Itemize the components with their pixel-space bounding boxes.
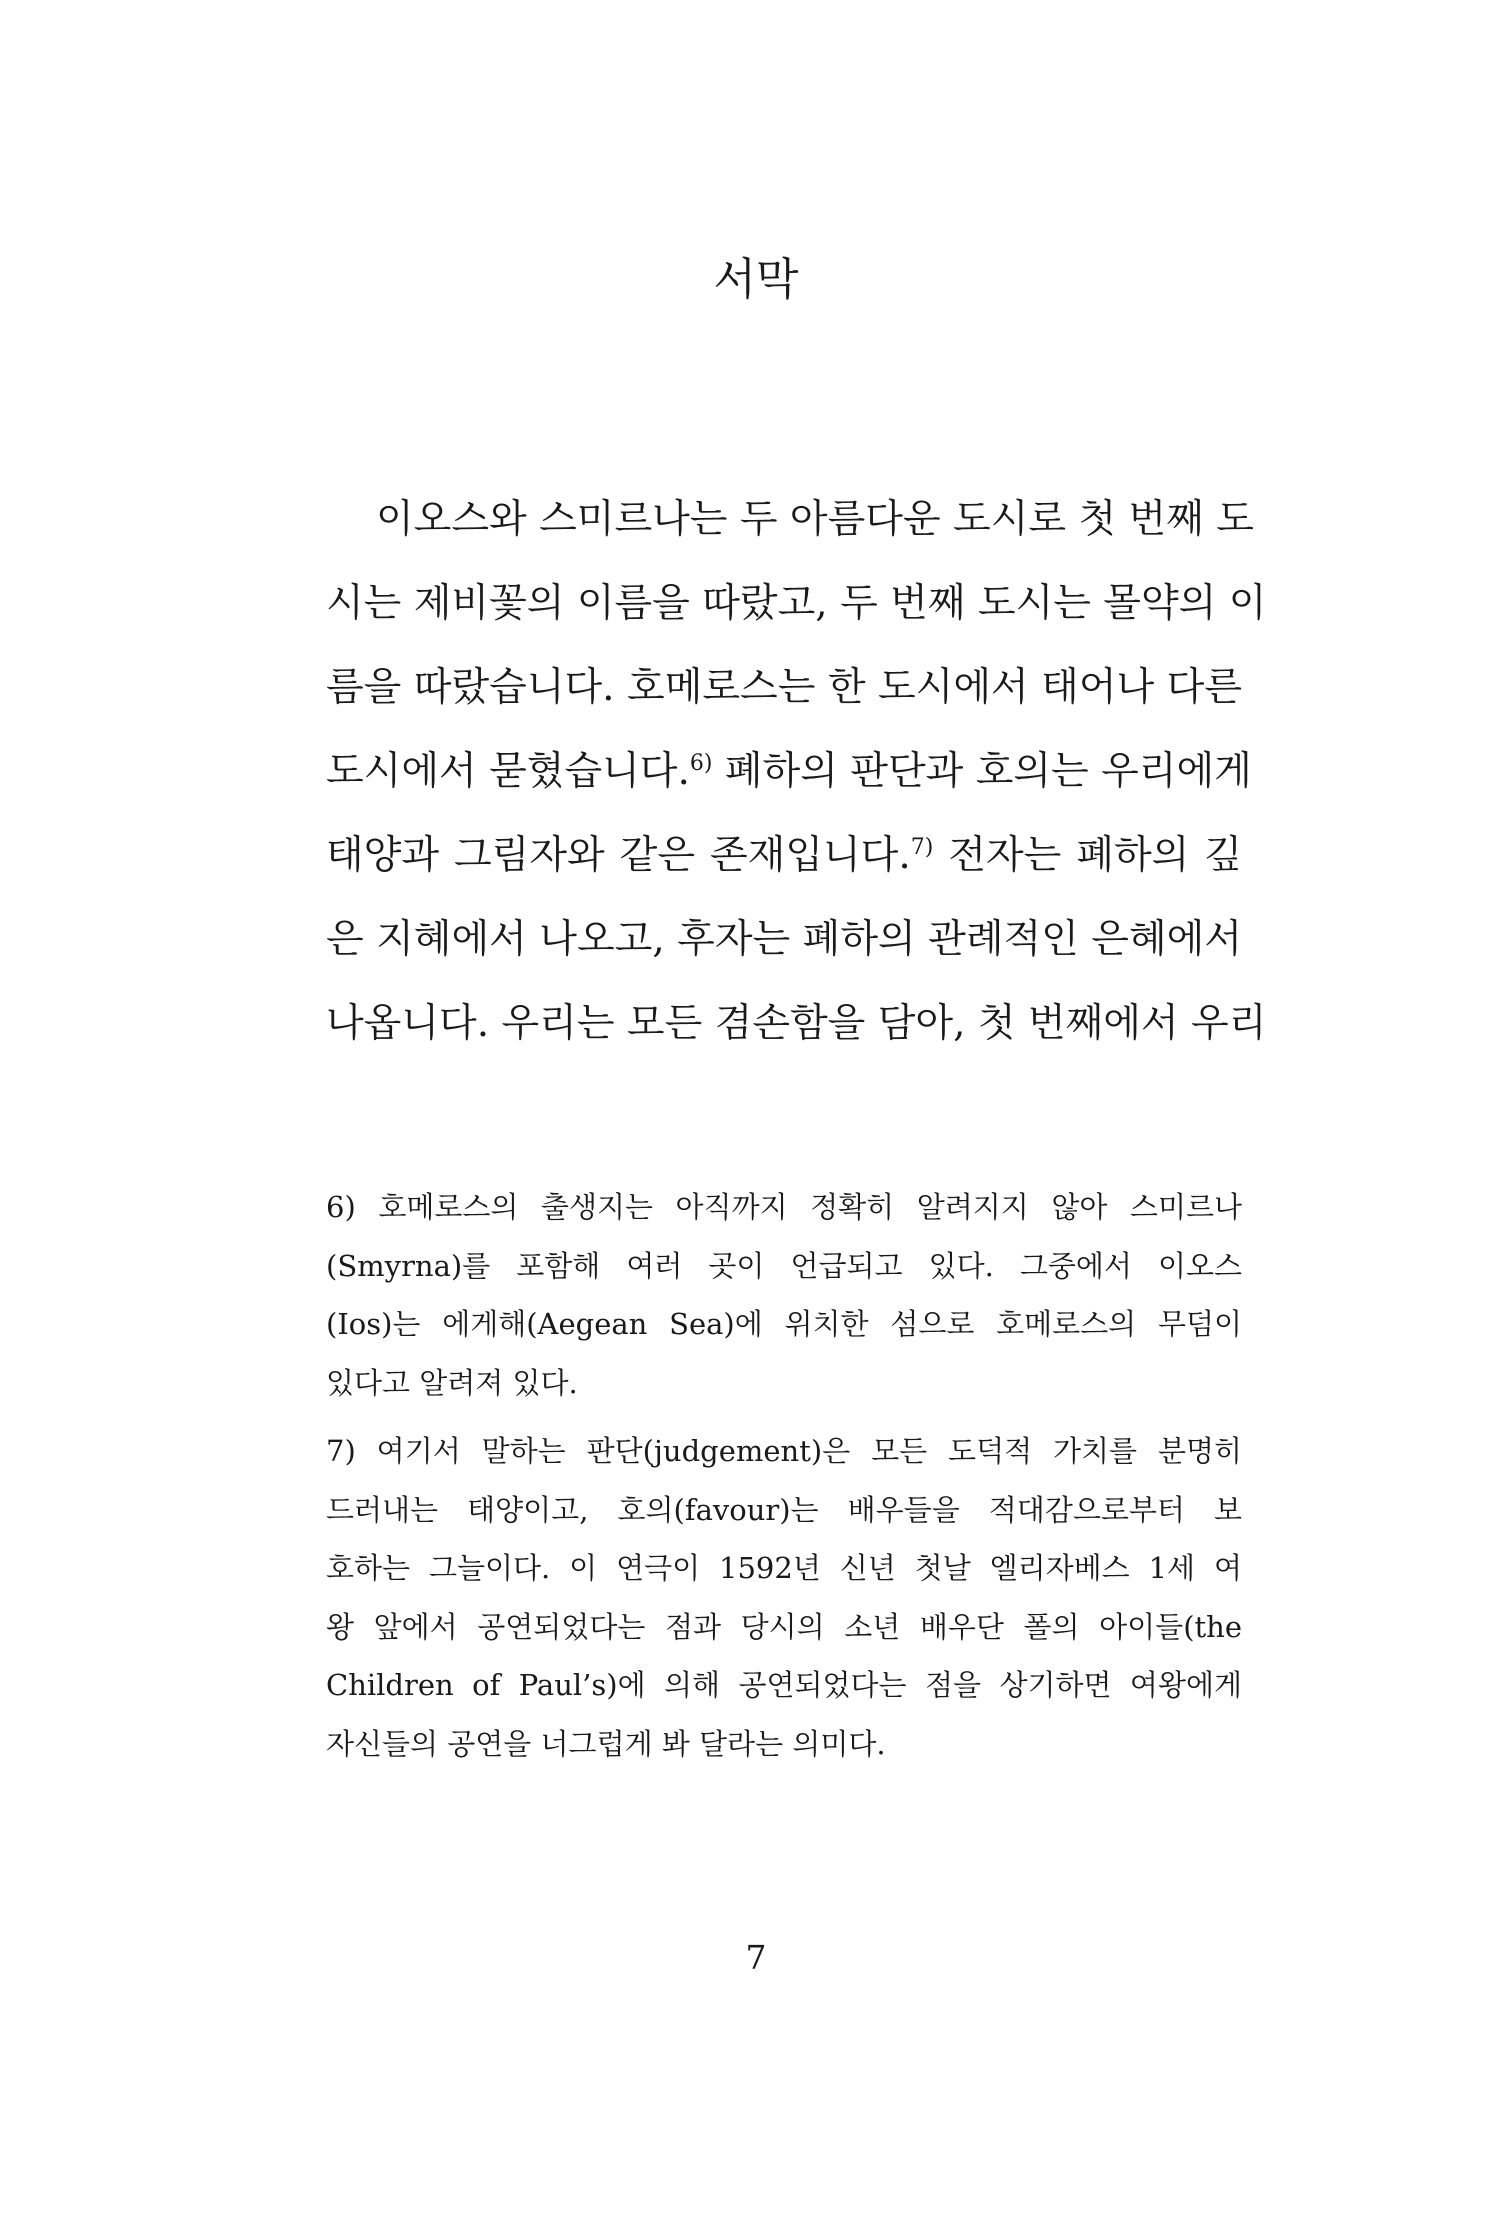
body-line (326, 982, 1267, 1066)
footnote-line: 있다고 알려져 있다. (326, 1365, 578, 1400)
body-line (326, 814, 1242, 898)
body-line (326, 562, 1267, 646)
footnote-line: 자신들의 공연을 너그럽게 봐 달라는 의미다. (326, 1726, 886, 1761)
footnote-ref-7[interactable]: 7) (910, 835, 934, 860)
body-line (326, 898, 1242, 982)
body-line-text: 폐하의 판단과 호의는 우리에게 (712, 749, 1252, 794)
body-line (326, 730, 1252, 814)
body-line-text: 름을 따랐습니다. 호메로스는 한 도시에서 태어나 다른 (326, 665, 1242, 710)
footnote-7 (326, 1422, 1242, 1773)
footnote-ref-6[interactable]: 6) (689, 751, 713, 776)
footnote-line: 왕 앞에서 공연되었다는 점과 당시의 소년 배우단 폴의 아이들(the (326, 1609, 1242, 1644)
body-line-text: 시는 제비꽃의 이름을 따랐고, 두 번째 도시는 몰약의 이 (326, 581, 1267, 626)
footnote-line: (Smyrna)를 포함해 여러 곳이 언급되고 있다. 그중에서 이오스 (326, 1248, 1242, 1283)
body-line-text: 전자는 폐하의 깊 (933, 833, 1242, 878)
footnote-line: 호하는 그늘이다. 이 연극이 1592년 신년 첫날 엘리자베스 1세 여 (326, 1551, 1242, 1585)
body-line (326, 478, 1254, 562)
body-line-text: 나옵니다. 우리는 모든 겸손함을 담아, 첫 번째에서 우리 (326, 1001, 1267, 1046)
chapter-title: 서막 (713, 254, 799, 305)
footnote-6 (326, 1178, 1242, 1412)
footnote-line: 드러내는 태양이고, 호의(favour)는 배우들을 적대감으로부터 보 (326, 1492, 1242, 1527)
footnote-line: Children of Paul’s)에 의해 공연되었다는 점을 상기하면 여왕에게 (326, 1668, 1242, 1702)
body-line (326, 646, 1242, 730)
body-line-text: 은 지혜에서 나오고, 후자는 폐하의 관례적인 은혜에서 (326, 917, 1242, 962)
footnote-line: 7) 여기서 말하는 판단(judgement)은 모든 도덕적 가치를 분명히 (326, 1434, 1242, 1468)
body-line-text: 도시에서 묻혔습니다. (326, 749, 690, 794)
page-number: 7 (745, 1938, 767, 1977)
footnote-gap (326, 1412, 1242, 1422)
footnote-line: 6) 호메로스의 출생지는 아직까지 정확히 알려지지 않아 스미르나 (326, 1190, 1242, 1224)
body-text (326, 478, 1267, 1066)
footnotes (326, 1178, 1242, 1773)
body-line-text: 태양과 그림자와 같은 존재입니다. (326, 833, 911, 878)
footnote-line: (Ios)는 에게해(Aegean Sea)에 위치한 섬으로 호메로스의 무덤이 (326, 1307, 1242, 1341)
body-line-text: 이오스와 스미르나는 두 아름다운 도시로 첫 번째 도 (376, 497, 1254, 542)
